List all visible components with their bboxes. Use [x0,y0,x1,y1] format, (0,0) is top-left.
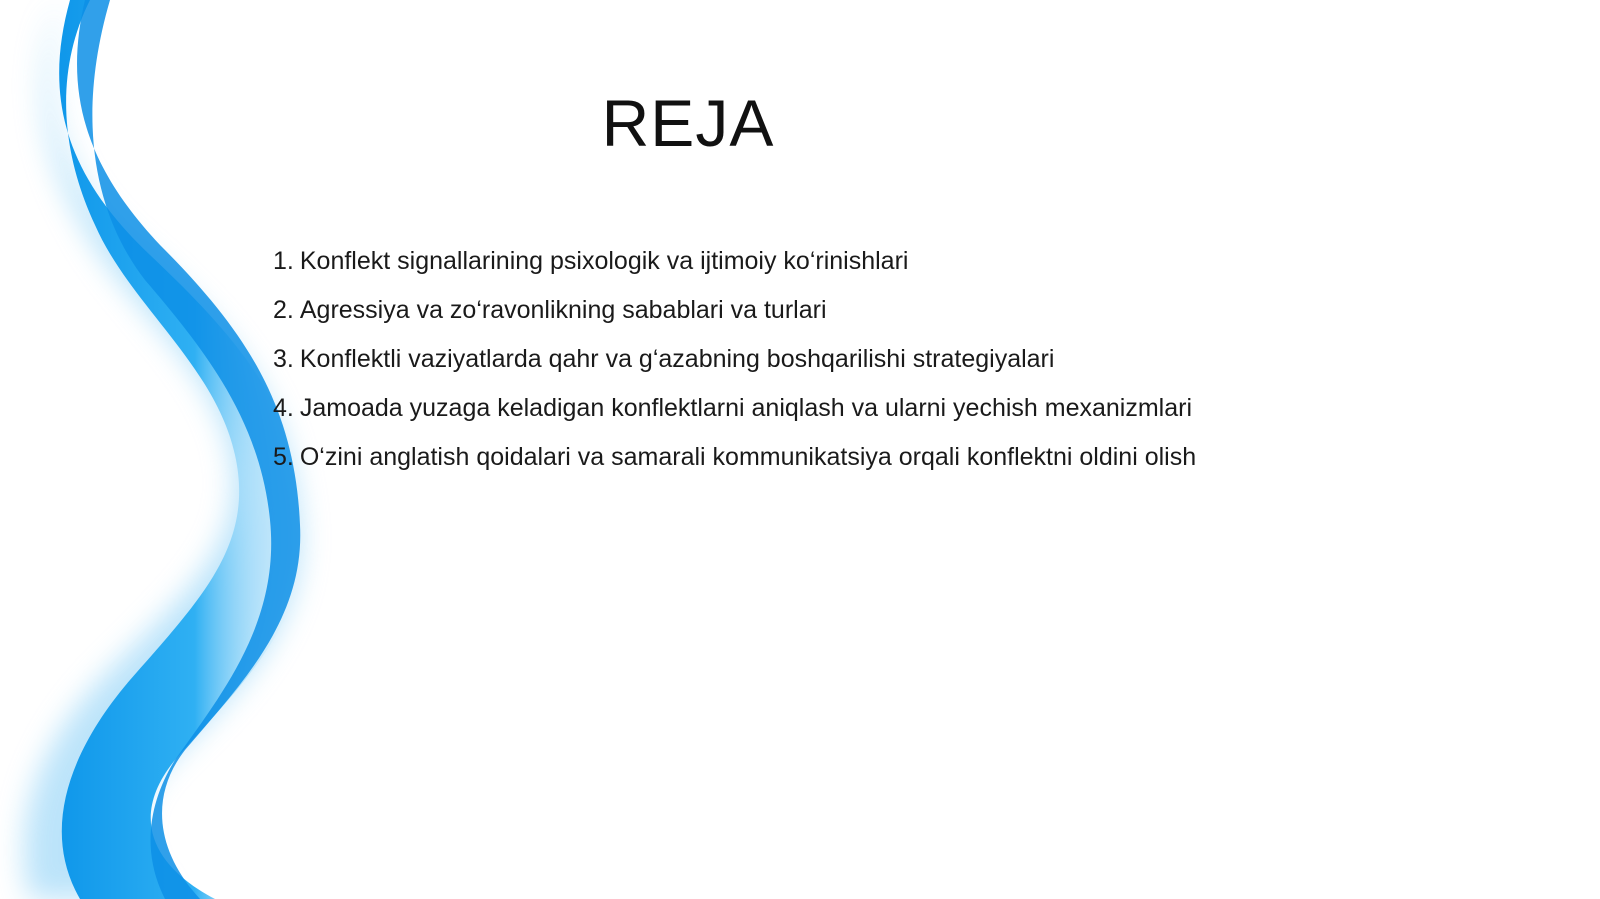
list-item-number: 4. [273,394,294,422]
list-item [273,436,1196,485]
slide-title: REJA [601,86,775,160]
list-item-number: 2. [273,296,294,324]
list-item-text: O‘zini anglatish qoidalari va samarali kommunikatsiya orqali konflektni oldini olish [299,443,1197,471]
list-item-text: Jamoada yuzaga keladigan konflektlarni aniqlash va ularni yechish mexanizmlari [299,394,1193,422]
list-item-text: Konflekt signallarining psixologik va ijtimoiy ko‘rinishlari [299,247,909,275]
plan-list [273,240,1196,485]
list-item [273,387,1196,436]
list-item [273,338,1196,387]
list-item-number: 5. [273,443,294,471]
list-item [273,240,1196,289]
list-item-text: Agressiya va zo‘ravonlikning sabablari va turlari [299,296,827,324]
list-item [273,289,1196,338]
list-item-number: 3. [273,345,294,373]
list-item-number: 1. [273,247,294,275]
list-item-text: Konflektli vaziyatlarda qahr va g‘azabning boshqarilishi strategiyalari [299,345,1055,373]
